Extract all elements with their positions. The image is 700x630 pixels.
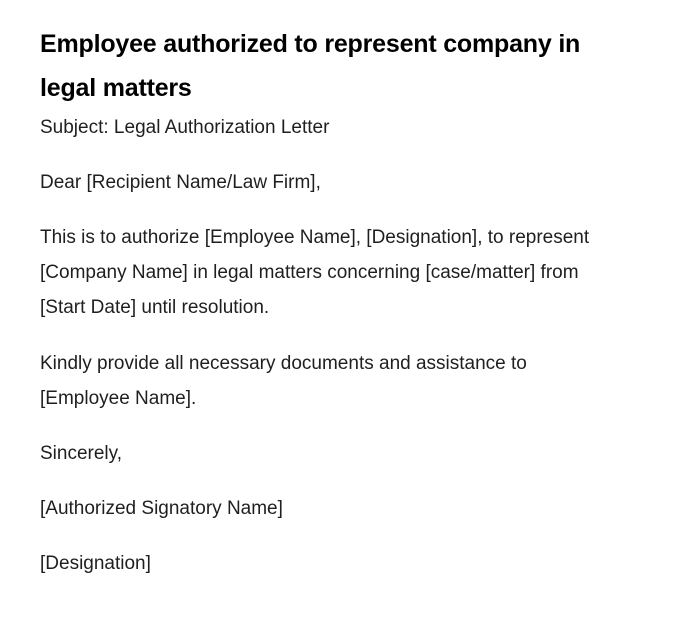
subject-line: Subject: Legal Authorization Letter: [40, 117, 330, 138]
document-title: Employee authorized to represent company in legal matters: [40, 30, 581, 102]
body-paragraph-assistance: Kindly provide all necessary documents and assistance to [Employee Name].: [40, 353, 527, 409]
letter-document: [40, 22, 620, 581]
greeting-line: Dear [Recipient Name/Law Firm],: [40, 172, 321, 193]
body-paragraph-authorization: This is to authorize [Employee Name], [Designation], to represent [Company Name] in legal matters concerning [case/matter] from [Start Date] until resolution.: [40, 227, 590, 318]
closing-line: Sincerely,: [40, 443, 123, 464]
signatory-name: [Authorized Signatory Name]: [40, 498, 283, 519]
signatory-designation: [Designation]: [40, 553, 151, 574]
